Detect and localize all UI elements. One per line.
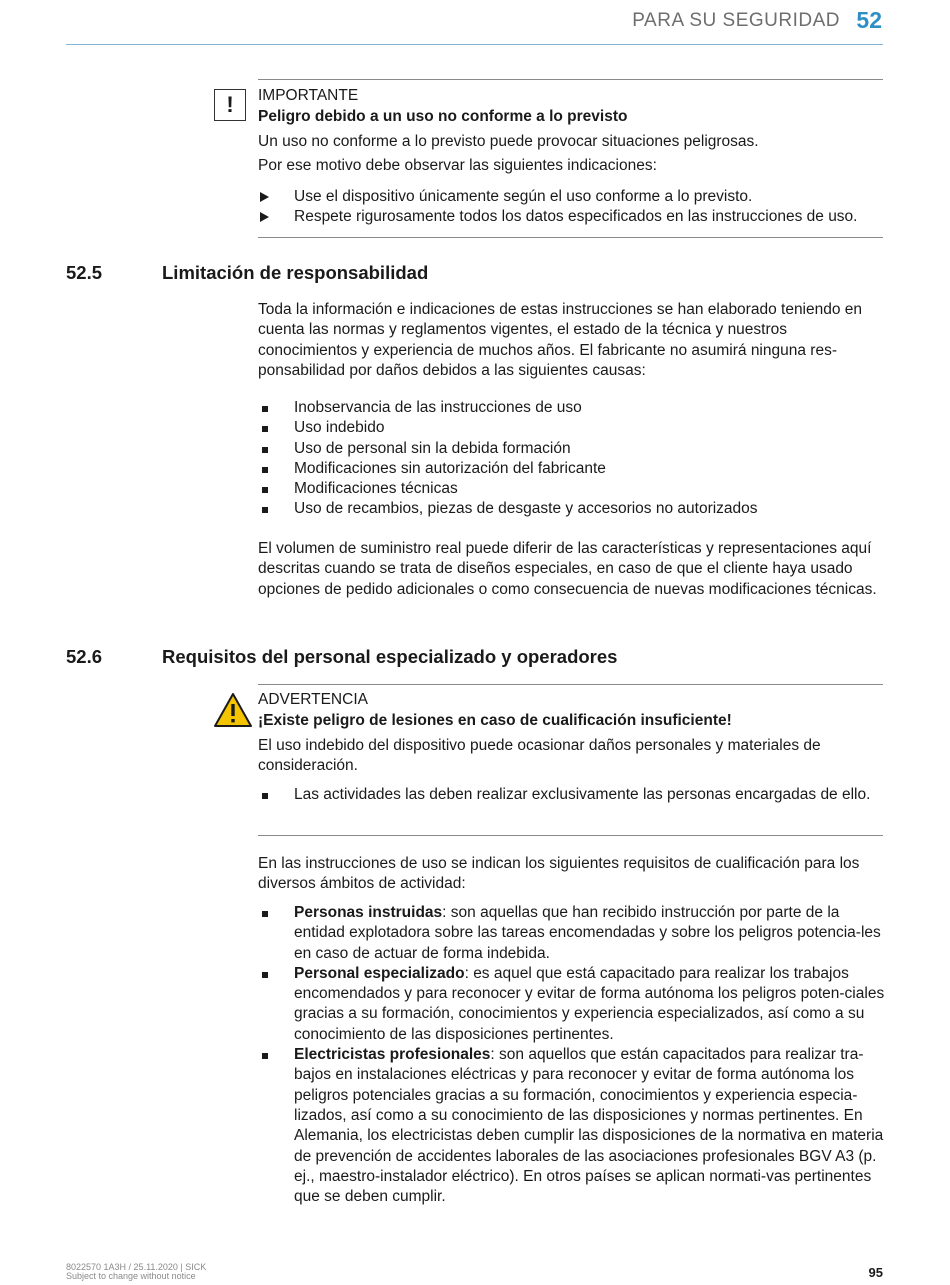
definition-text: : son aquellas que han recibido instrucción por parte de la entidad explotadora sobre las tareas encomendadas y sobre los peligros potencia-les en caso de actuar de forma indebida. — [294, 904, 881, 962]
qualification-list — [258, 903, 886, 1207]
causes-list — [258, 398, 886, 520]
qualification-intro: En las instrucciones de uso se indican los siguientes requisitos de cualificación para los diversos ámbitos de actividad: — [258, 855, 860, 893]
list-item: Uso de personal sin la debida formación — [258, 439, 886, 459]
warning-triangle-icon — [213, 692, 253, 728]
warning-top-rule — [258, 684, 883, 685]
footer-doc-info — [66, 1263, 206, 1281]
definition-term: Personas instruidas — [294, 904, 443, 921]
important-text-1: Un uso no conforme a lo previsto puede provocar situaciones peligrosas. — [258, 133, 759, 150]
change-notice: Subject to change without notice — [66, 1271, 196, 1281]
list-item — [258, 903, 886, 964]
chapter-number: 52 — [856, 7, 882, 33]
definition-term: Personal especializado — [294, 964, 465, 982]
list-item: Uso de recambios, piezas de desgaste y accesorios no autorizados — [258, 499, 886, 519]
warning-bottom-rule — [258, 835, 883, 836]
page-header-title: PARA SU SEGURIDAD — [632, 10, 840, 31]
list-item: Modificaciones técnicas — [258, 479, 886, 499]
list-item: Uso indebido — [258, 418, 886, 438]
warning-text: El uso indebido del dispositivo puede ocasionar daños personales y materiales de consideración. — [258, 737, 821, 775]
important-title: Peligro debido a un uso no conforme a lo previsto — [258, 108, 628, 125]
important-top-rule — [258, 79, 883, 80]
header-divider — [66, 44, 883, 45]
warning-label: ADVERTENCIA — [258, 691, 368, 708]
important-text-2: Por ese motivo debe observar las siguientes indicaciones: — [258, 157, 657, 174]
definition-text: : son aquellos que están capacitados para realizar tra-bajos en instalaciones eléctricas y para reconocer y evitar de forma autónoma los peligros potenciales gracias a su formación, conocimientos y experiencia especia-lizados, así como a su conocimiento de las disposiciones y normas pertinentes. En Alemania, los electricistas deben cumplir las disposiciones de la normativa en materia de prevención de accidentes laborales de las asociaciones profesionales BGV A3 (p. ej., maestro-instalador eléctrico). En otros países se aplican normati-vas pertinentes que se deben cumplir. — [294, 1046, 884, 1206]
section-number: 52.6 — [66, 646, 103, 667]
exclamation-icon: ! — [214, 89, 246, 121]
important-label: IMPORTANTE — [258, 87, 359, 104]
list-item: Respete rigurosamente todos los datos especificados en las instrucciones de uso. — [258, 207, 886, 227]
section-outro: El volumen de suministro real puede diferir de las características y representaciones aquí descritas cuando se trata de diseños especiales, en caso de que el cliente haya usado opciones de pedido adicionales o como consecuencia de nuevas modificaciones técnicas. — [258, 540, 877, 598]
warning-list — [258, 785, 886, 805]
list-item — [258, 964, 886, 1045]
definition-text: : es aquel que está capacitado para realizar los trabajos encomendados y para reconocer y evitar de forma autónoma los peligros poten-ciales gracias a su formación, conocimientos y experiencia especializados, así como a su conocimiento de las disposiciones pertinentes. — [294, 964, 885, 1043]
list-item: Inobservancia de las instrucciones de uso — [258, 398, 886, 418]
section-title: Limitación de responsabilidad — [162, 262, 429, 283]
doc-info: 8022570 1A3H / 25.11.2020 | SICK — [66, 1262, 207, 1272]
list-item: Las actividades las deben realizar exclusivamente las personas encargadas de ello. — [258, 785, 886, 805]
list-item: Modificaciones sin autorización del fabricante — [258, 459, 886, 479]
section-number: 52.5 — [66, 262, 103, 283]
definition-term: Electricistas profesionales — [294, 1046, 491, 1064]
section-title: Requisitos del personal especializado y operadores — [162, 646, 618, 667]
important-bottom-rule — [258, 237, 883, 238]
list-item — [258, 1045, 886, 1207]
section-intro: Toda la información e indicaciones de estas instrucciones se han elaborado teniendo en cuenta las normas y reglamentos vigentes, el estado de la técnica y nuestros conocimientos y experiencia de muchos años. El fabricante no asumirá ninguna res-ponsabilidad por daños debidos a las siguientes causas: — [258, 301, 863, 379]
important-list — [258, 187, 886, 228]
warning-title: ¡Existe peligro de lesiones en caso de cualificación insuficiente! — [258, 712, 732, 729]
list-item: Use el dispositivo únicamente según el uso conforme a lo previsto. — [258, 187, 886, 207]
page-number: 95 — [868, 1265, 883, 1280]
